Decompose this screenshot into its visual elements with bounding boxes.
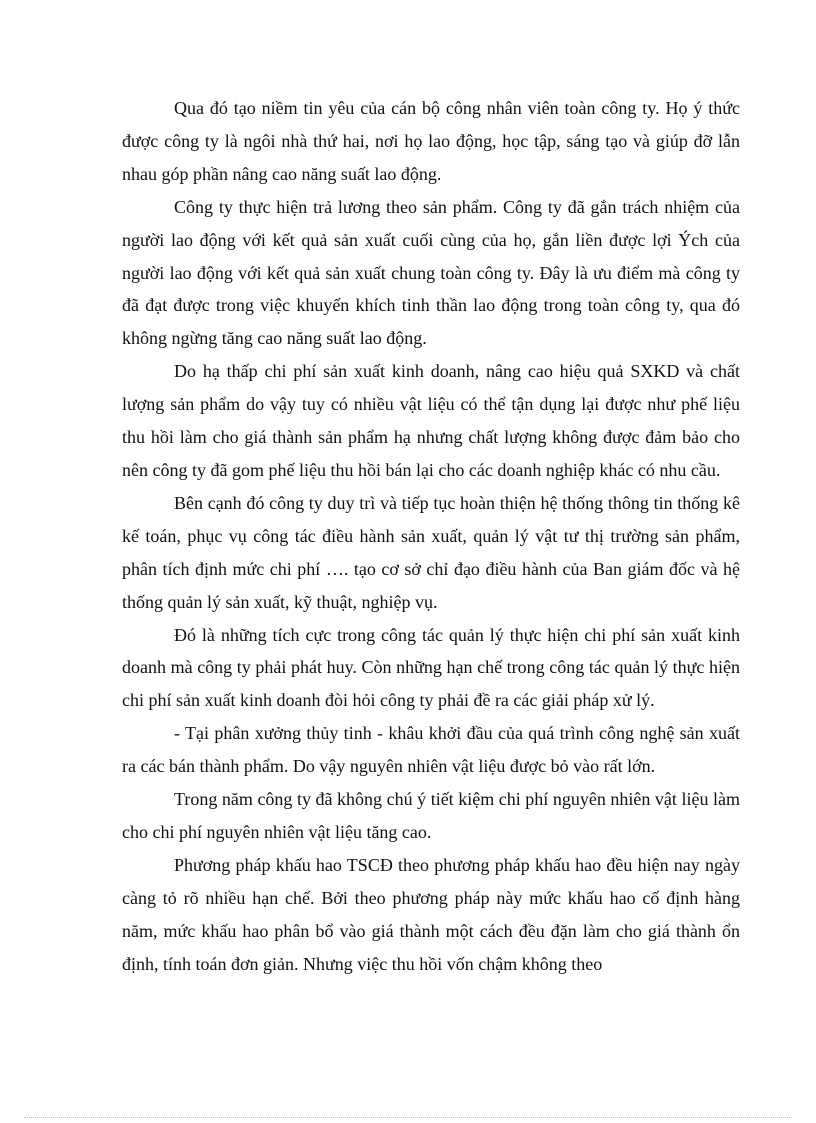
paragraph: Phương pháp khấu hao TSCĐ theo phương pháp khấu hao đều hiện nay ngày càng tỏ rõ nhiều hạn chế. Bởi theo phương pháp này mức khấu hao cố định hàng năm, mức khấu hao phân bổ vào giá thành một cách đều đặn làm cho giá thành ổn định, tính toán đơn giản. Nhưng việc thu hồi vốn chậm không theo [122, 854, 740, 974]
paragraph: Đó là những tích cực trong công tác quản lý thực hiện chi phí sản xuất kinh doanh mà công ty phải phát huy. Còn những hạn chế trong công tác quản lý thực hiện chi phí sản xuất kinh doanh đòi hỏi công ty phải đề ra các giải pháp xử lý. [122, 624, 740, 711]
document-body [122, 92, 740, 980]
paragraph: - Tại phân xưởng thủy tinh - khâu khởi đầu của quá trình công nghệ sản xuất ra các bán thành phẩm. Do vậy nguyên nhiên vật liệu được bỏ vào rất lớn. [122, 723, 740, 777]
paragraph: Công ty thực hiện trả lương theo sản phẩm. Công ty đã gắn trách nhiệm của người lao động với kết quả sản xuất cuối cùng của họ, gắn liền được lợi Ých của người lao động với kết quả sản xuất chung toàn công ty. Đây là ưu điểm mà công ty đã đạt được trong việc khuyến khích tinh thần lao động trong toàn công ty, qua đó không ngừng tăng cao năng suất lao động. [122, 196, 740, 349]
footer-dotted-rule [24, 1117, 792, 1118]
paragraph: Do hạ thấp chi phí sản xuất kinh doanh, nâng cao hiệu quả SXKD và chất lượng sản phẩm do vậy tuy có nhiều vật liệu có thể tận dụng lại được như phế liệu thu hồi làm cho giá thành sản phẩm hạ nhưng chất lượng không được đảm bảo cho nên công ty đã gom phế liệu thu hồi bán lại cho các doanh nghiệp khác có nhu cầu. [122, 361, 740, 480]
paragraph: Bên cạnh đó công ty duy trì và tiếp tục hoàn thiện hệ thống thông tin thống kê kế toán, phục vụ công tác điều hành sản xuất, quản lý vật tư thị trường sản phẩm, phân tích định mức chi phí …. tạo cơ sở chỉ đạo điều hành của Ban giám đốc và hệ thống quản lý sản xuất, kỹ thuật, nghiệp vụ. [122, 492, 740, 612]
paragraph: Qua đó tạo niềm tin yêu của cán bộ công nhân viên toàn công ty. Họ ý thức được công ty là ngôi nhà thứ hai, nơi họ lao động, học tập, sáng tạo và giúp đỡ lẫn nhau góp phần nâng cao năng suất lao động. [122, 98, 740, 184]
paragraph: Trong năm công ty đã không chú ý tiết kiệm chi phí nguyên nhiên vật liệu làm cho chi phí nguyên nhiên vật liệu tăng cao. [122, 789, 740, 842]
